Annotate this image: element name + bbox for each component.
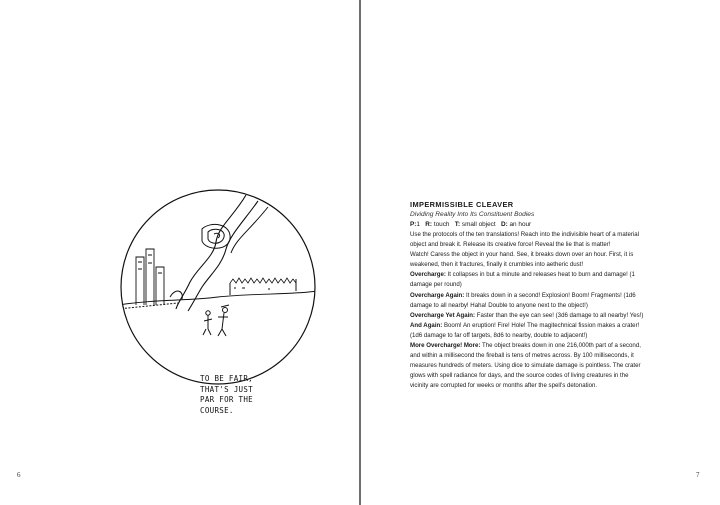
spell-title: IMPERMISSIBLE CLEAVER bbox=[410, 200, 514, 209]
caption-line: THAT'S JUST bbox=[200, 384, 253, 394]
stat-value: 1 bbox=[416, 221, 420, 228]
spell-description-line: Watch! Caress the object in your hand. See, it breaks down over an hour. First, it is bbox=[410, 251, 634, 259]
spell-description-line: object and break it. Release its creative force! Reveal the lie that is matter! bbox=[410, 241, 611, 249]
overcharge-line: damage to all nearby! Haha! Double to anyone next to the object!) bbox=[410, 301, 588, 309]
overcharge-text: The object breaks down in one 216,000th part of a second, bbox=[480, 342, 641, 350]
right-page bbox=[361, 0, 720, 505]
overcharge-line: and within a millisecond the fireball is tens of metres across. By 100 milliseconds, it bbox=[410, 352, 634, 360]
caption-line: COURSE. bbox=[200, 405, 234, 415]
spell-entry bbox=[410, 200, 702, 392]
overcharge-label: Overcharge Yet Again: bbox=[410, 311, 476, 319]
overcharge-line bbox=[410, 311, 702, 321]
page-number-right: 7 bbox=[696, 471, 700, 479]
caption-line: PAR FOR THE bbox=[200, 395, 253, 404]
overcharge-text: It collapses in but a minute and releases heat to burn and damage! (1 bbox=[445, 271, 635, 279]
overcharge-label: And Again: bbox=[410, 321, 443, 329]
spell-stats bbox=[410, 220, 702, 230]
overcharge-line: (1d6 damage to far off targets, 8d6 to nearby, double to adjacent!) bbox=[410, 331, 588, 339]
caption-line: TO BE FAIR, bbox=[200, 374, 253, 383]
page-number-left: 6 bbox=[17, 471, 21, 479]
stat-value: touch bbox=[433, 221, 450, 228]
overcharge-text: Boom! An eruption! Fire! Hole! The magitechnical fission makes a crater! bbox=[442, 321, 640, 329]
overcharge-text: Faster than the eye can see! (3d6 damage to all nearby! Yes!) bbox=[475, 311, 644, 319]
overcharge-line: glows with spell radiance for days, and the source codes of living creatures in the bbox=[410, 372, 629, 380]
overcharge-label: More Overcharge! More: bbox=[410, 342, 481, 350]
overcharge-line: vicinity are corrupted for weeks or months after the spell's detonation. bbox=[410, 382, 598, 390]
stat-value: small object bbox=[461, 221, 496, 228]
overcharge-line bbox=[410, 321, 702, 331]
stat-label: P: bbox=[410, 221, 417, 228]
spell-description-line: Use the protocols of the ten translations! Reach into the indivisible heart of a material bbox=[410, 231, 639, 238]
overcharge-text: It breaks down in a second! Explosion! Boom! Fragments! (1d6 bbox=[464, 291, 636, 299]
overcharge-line bbox=[410, 341, 702, 351]
illustration-caption bbox=[200, 374, 290, 416]
stat-label: D: bbox=[500, 221, 508, 228]
stat-label: R: bbox=[425, 221, 433, 228]
spell-subtitle: Dividing Reality Into Its Constituent Bodies bbox=[410, 211, 535, 218]
overcharge-line: measures hundreds of meters. Using dice to simulate damage is pointless. The crater bbox=[410, 362, 641, 370]
stat-value: an hour bbox=[509, 221, 532, 228]
overcharge-line bbox=[410, 270, 702, 280]
spell-description-line: weakened, then it fractures, finally it crumbles into aetheric dust! bbox=[410, 261, 584, 269]
overcharge-label: Overcharge Again: bbox=[410, 291, 465, 299]
overcharge-line: damage per round) bbox=[410, 281, 462, 289]
overcharge-label: Overcharge: bbox=[410, 271, 446, 279]
left-page bbox=[0, 0, 359, 505]
explosion-illustration bbox=[118, 187, 318, 387]
overcharge-line bbox=[410, 291, 702, 301]
stat-label: T: bbox=[454, 221, 461, 228]
